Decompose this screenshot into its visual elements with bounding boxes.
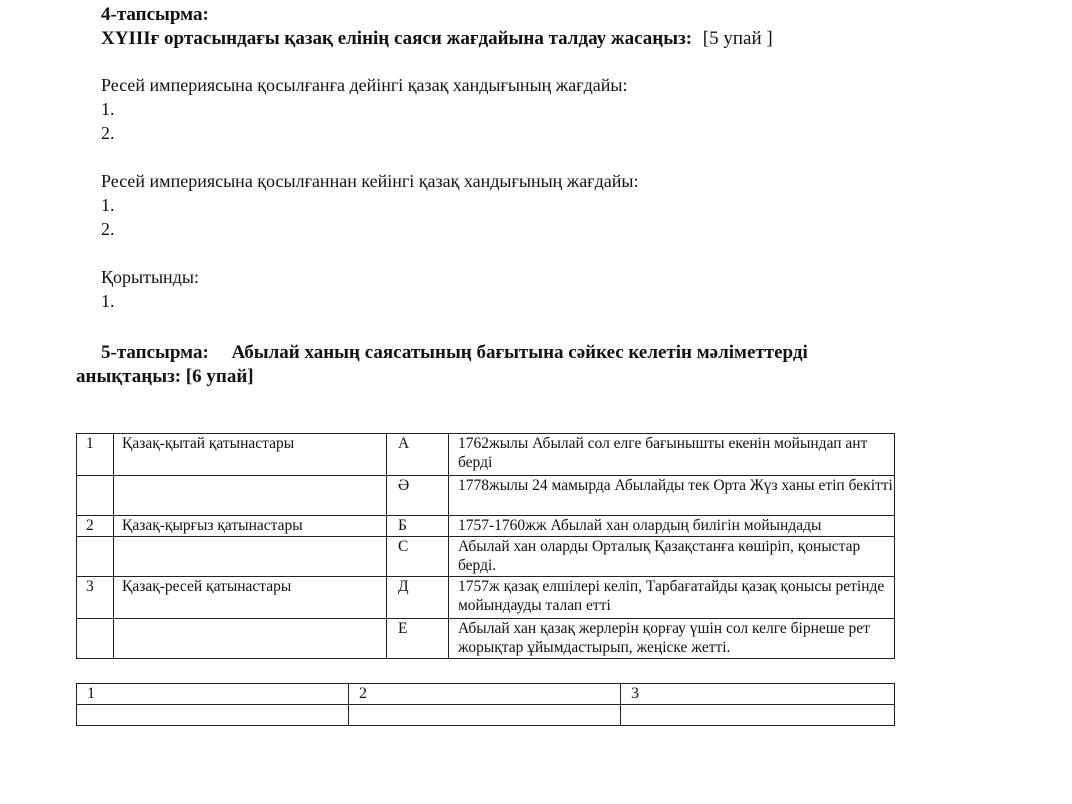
section-before-item: 1. (101, 99, 115, 119)
matching-row (77, 577, 895, 619)
task4-points: [5 упай ] (702, 28, 773, 49)
row-number (77, 619, 114, 659)
task4-instruction (101, 27, 773, 50)
conclusion-item: 1. (101, 291, 115, 311)
row-description: 1757-1760жж Абылай хан олардың билігін мойындады (449, 516, 895, 537)
answer-header-cell: 3 (621, 684, 895, 705)
matching-row (77, 434, 895, 476)
row-topic: Қазақ-қытай қатынастары (114, 434, 387, 476)
row-topic: Қазақ-қырғыз қатынастары (114, 516, 387, 537)
row-number: 1 (77, 434, 114, 476)
row-letter: Ә (387, 476, 449, 516)
task5-instruction-line1: Абылай ханың саясатының бағытына сәйкес келетін мәліметтерді (231, 342, 808, 363)
section-after-item: 2. (101, 219, 115, 239)
row-description: Абылай хан қазақ жерлерін қорғау үшін сол келге бірнеше рет жорықтар ұйымдастырып, жеңіске жетті. (449, 619, 895, 659)
section-before-item: 2. (101, 123, 115, 143)
task5-heading: 5-тапсырма: (101, 342, 209, 363)
row-letter: Д (387, 577, 449, 619)
answer-cell[interactable] (349, 705, 621, 726)
task5-instruction-line2: анықтаңыз: [6 упай] (76, 366, 254, 387)
matching-row (77, 516, 895, 537)
conclusion-title: Қорытынды: (101, 267, 199, 287)
section-after-title: Ресей империясына қосылғаннан кейінгі қазақ хандығының жағдайы: (101, 171, 639, 191)
row-number: 3 (77, 577, 114, 619)
task4-instruction-text: ХҮІІІғ ортасындағы қазақ елінің саяси жағдайына талдау жасаңыз: (101, 28, 693, 49)
row-letter: Е (387, 619, 449, 659)
answer-cell[interactable] (77, 705, 349, 726)
row-topic: Қазақ-ресей қатынастары (114, 577, 387, 619)
answer-cell[interactable] (621, 705, 895, 726)
row-description: 1762жылы Абылай сол елге бағынышты екенін мойындап ант берді (449, 434, 895, 476)
matching-row (77, 476, 895, 516)
row-letter: А (387, 434, 449, 476)
row-letter: С (387, 537, 449, 577)
row-topic (114, 537, 387, 577)
answer-header-cell: 2 (349, 684, 621, 705)
matching-row (77, 619, 895, 659)
row-number (77, 476, 114, 516)
row-description: 1778жылы 24 мамырда Абылайды тек Орта Жүз ханы етіп бекітті (449, 476, 895, 516)
section-after-item: 1. (101, 195, 115, 215)
row-letter: Б (387, 516, 449, 537)
row-number (77, 537, 114, 577)
row-topic (114, 619, 387, 659)
row-number: 2 (77, 516, 114, 537)
answer-header-row (77, 684, 895, 705)
task5-instruction (101, 341, 808, 364)
answer-input-row (77, 705, 895, 726)
row-description: Абылай хан оларды Орталық Қазақстанға көшіріп, қоныстар берді. (449, 537, 895, 577)
matching-table (76, 433, 895, 659)
section-before-title: Ресей империясына қосылғанға дейінгі қазақ хандығының жағдайы: (101, 75, 628, 95)
answer-header-cell: 1 (77, 684, 349, 705)
task4-heading: 4-тапсырма: (101, 4, 209, 25)
answer-table (76, 683, 895, 726)
row-description: 1757ж қазақ елшілері келіп, Тарбағатайды қазақ қонысы ретінде мойындауды талап етті (449, 577, 895, 619)
matching-row (77, 537, 895, 577)
row-topic (114, 476, 387, 516)
